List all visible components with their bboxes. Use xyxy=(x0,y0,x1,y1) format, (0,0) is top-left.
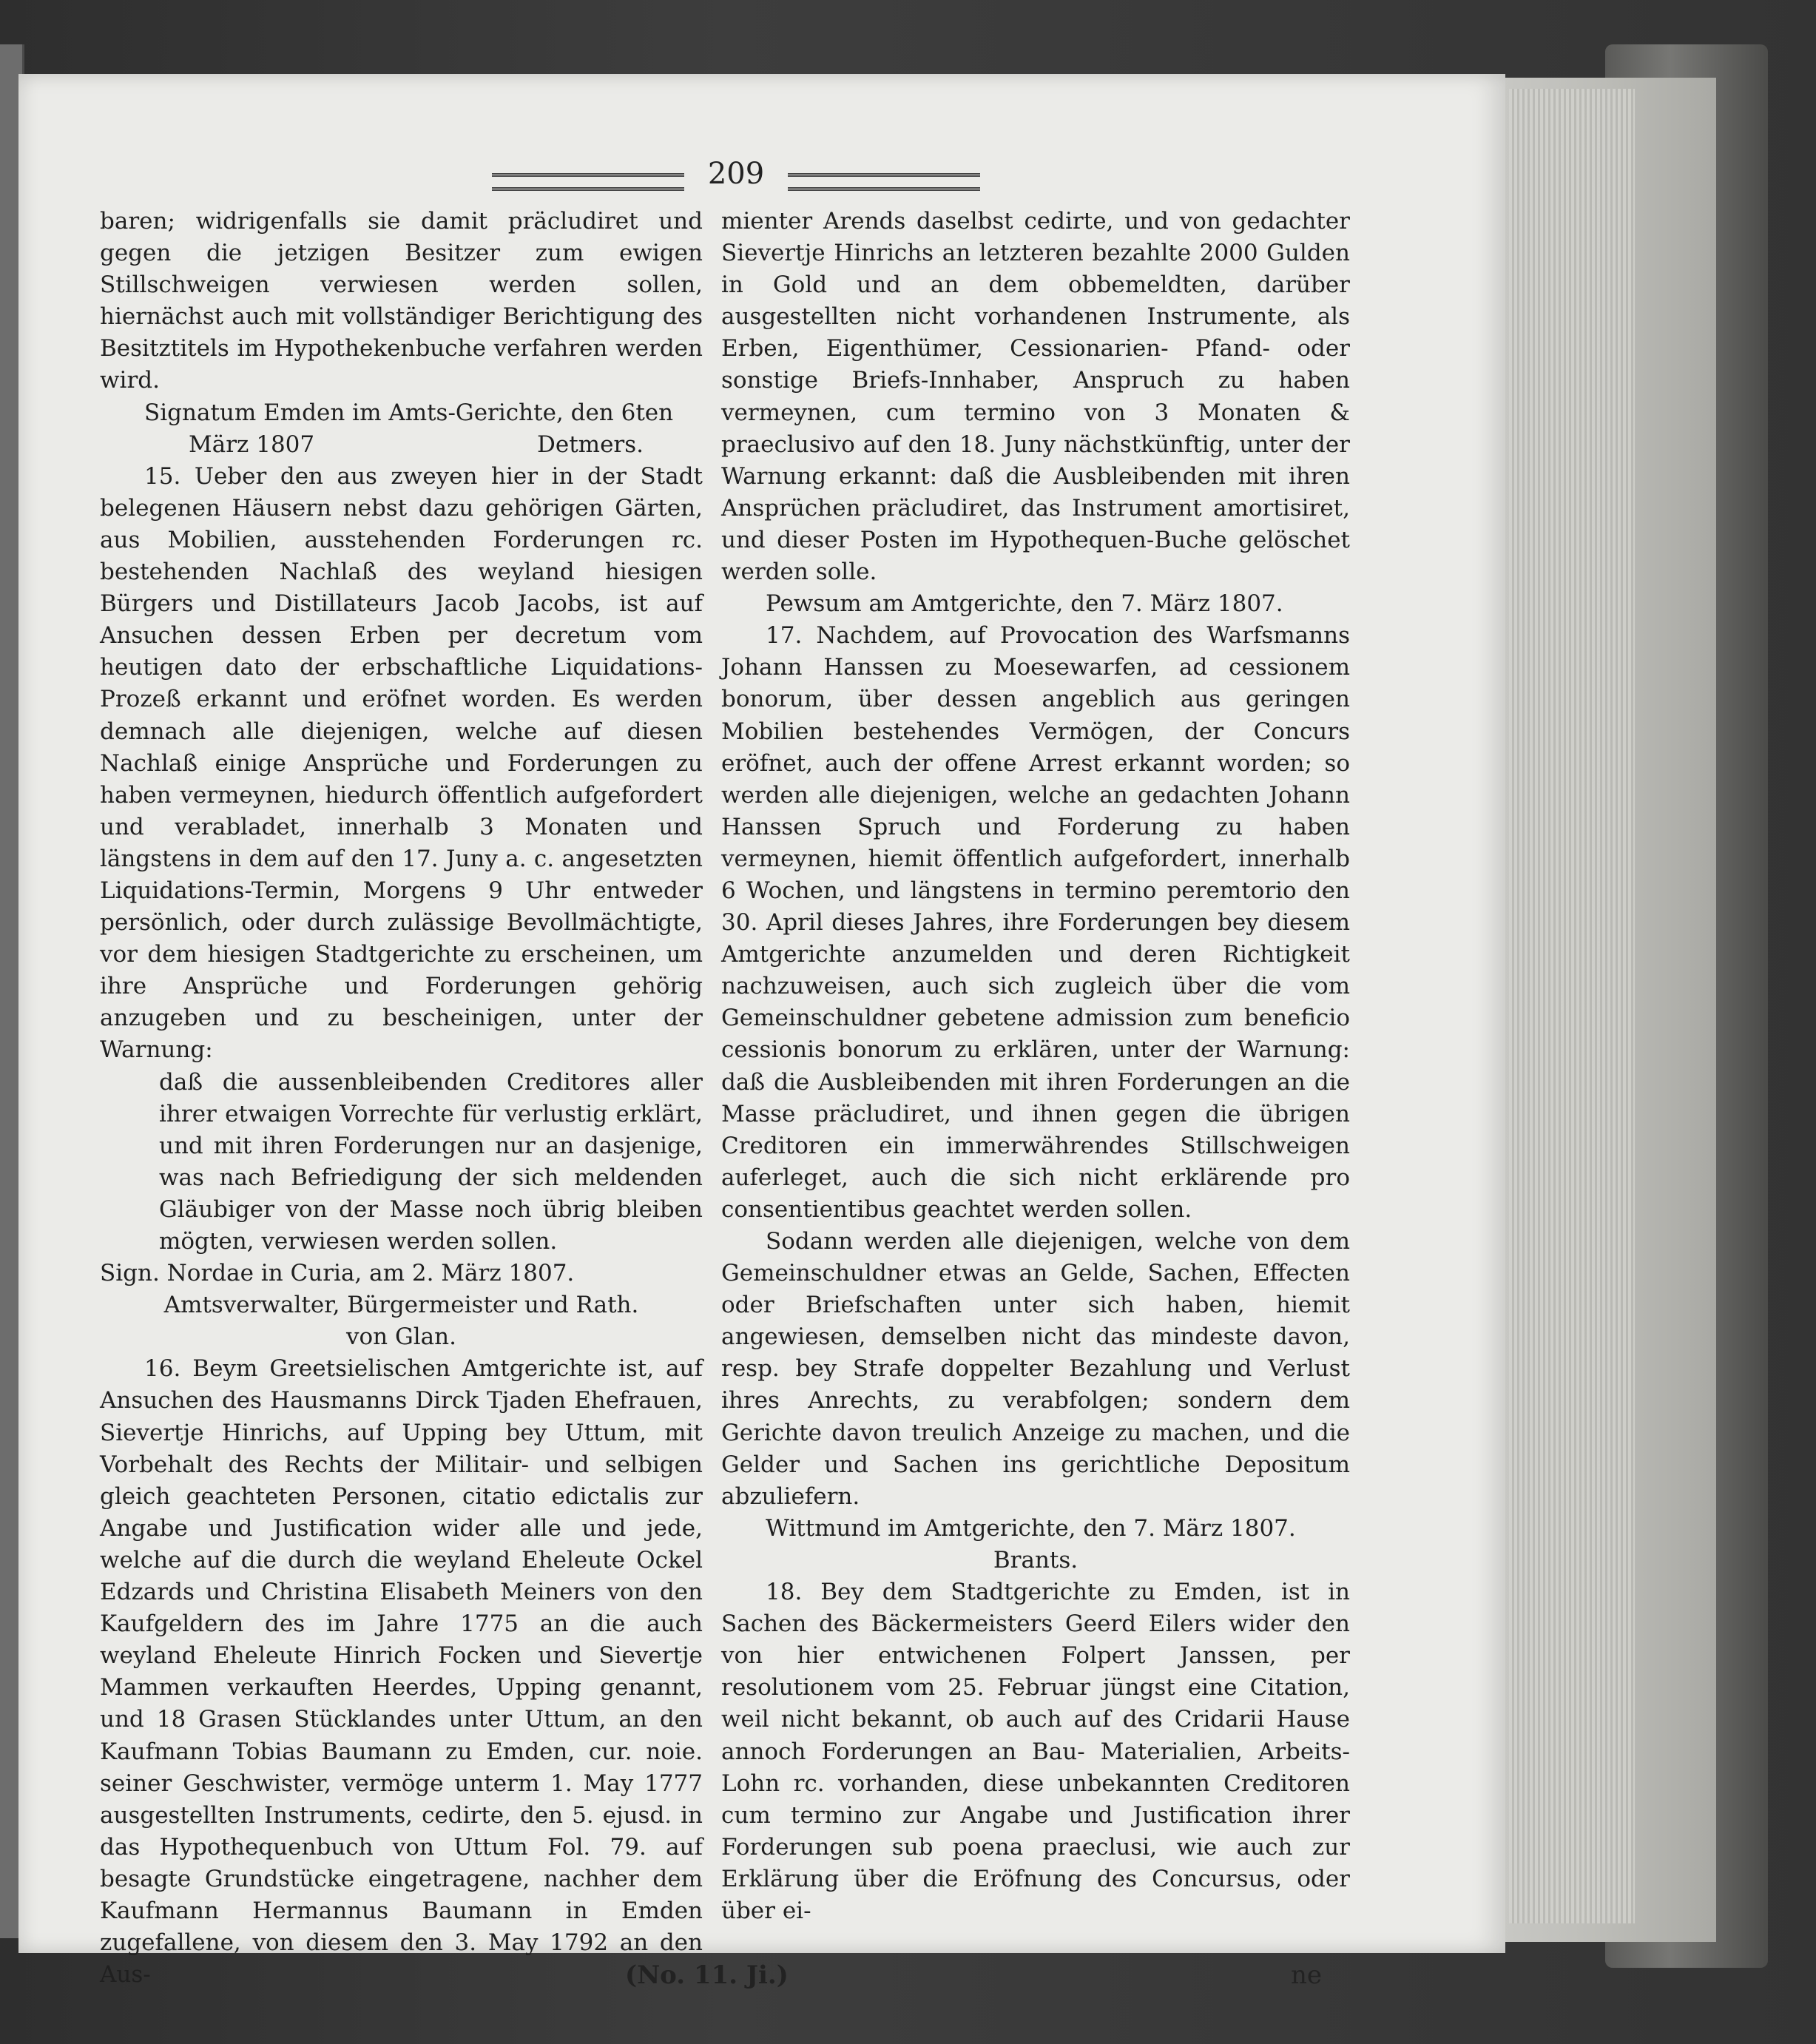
notice-15: 15. Ueber den aus zweyen hier in der Stadt belegenen Häusern nebst dazu gehörigen Gärten, aus Mobilien, ausstehenden Forderungen rc. bestehenden Nachlaß des weyland hiesigen Bürgers und Distillateurs Jacob Jacobs, ist auf Ansuchen dessen Erben per decretum vom heutigen dato der erbschaftliche Liquidations-Prozeß erkannt und eröfnet worden. Es werden demnach alle diejenigen, welche auf diesen Nachlaß einige Ansprüche und Forderungen zu haben vermeynen, hiedurch öffentlich aufgefordert und verabladet, innerhalb 3 Monaten und längstens in dem auf den 17. Juny a. c. angesetzten Liquidations-Termin, Morgens 9 Uhr entweder persönlich, oder durch zulässige Bevollmächtigte, vor dem hiesigen Stadtgerichte zu erscheinen, um ihre Ansprüche und Forderungen gehörig anzugeben und zu bescheinigen, unter der Warnung: xyxy=(100,462,703,1064)
page-number: 209 xyxy=(707,157,765,191)
page-edges-texture xyxy=(1509,89,1635,1923)
official-name: von Glan. xyxy=(346,1323,456,1351)
book-page xyxy=(18,74,1505,1990)
notice-16: 16. Beym Greetsielischen Amtgerichte ist, auf Ansuchen des Hausmanns Dirck Tjaden Ehefrauen, Sievertje Hinrichs, auf Upping bey Uttum, mit Vorbehalt des Rechts der Militair- und selbigen gleich geachteten Personen, citatio edictalis zur Angabe und Justification wider alle und jede, welche auf die durch die weyland Eheleute Ockel Edzards und Christina Elisabeth Meiners von den Kaufgeldern des im Jahre 1775 an die auch weyland Eheleute Hinrich Focken und Sievertje Mammen verkauften Heerdes, Upping genannt, und 18 Grasen Stücklandes unter Uttum, an den Kaufmann Tobias Baumann zu Emden, cur. noie. seiner Geschwister, vermöge unterm 1. May 1777 ausgestellten Instruments, cedirte, den 5. ejusd. in das Hypothequenbuch von Uttum Fol. 79. auf besagte Grundstücke eingetragene, nachher dem Kaufmann Hermannus Baumann in Emden zugefallene, von diesem den 3. May 1792 an den Aus- xyxy=(100,1355,703,1989)
signature-line: Sign. Nordae in Curia, am 2. März 1807. xyxy=(100,1260,575,1287)
paragraph: mienter Arends daselbst cedirte, und von gedachter Sievertje Hinrichs an letzteren bezahlte 2000 Gulden in Gold und an dem obbemeldten, darüber ausgestellten nicht vorhandenen Instrumente, als Erben, Eigenthümer, Cessionarien- Pfand- oder sonstige Briefs-Innhaber, Anspruch zu haben vermeynen, cum termino von 3 Monaten & praeclusivo auf den 18. Juny nächstkünftig, unter der Warnung erkannt: daß die Ausbleibenden mit ihren Ansprüchen präcludiret, das Instrument amortisiret, und dieser Posten im Hypothequen-Buche gelöschet werden solle. xyxy=(721,208,1350,586)
authority-line: Amtsverwalter, Bürgermeister und Rath. xyxy=(163,1292,639,1319)
date-signature-row xyxy=(100,429,703,461)
right-column xyxy=(721,206,1350,1927)
signature-mark: (No. 11. Ji.) xyxy=(625,1960,789,1990)
paragraph: baren; widrigenfalls sie damit präcludiret und gegen die jetzigen Besitzer zum ewigen Stillschweigen verwiesen werden sollen, hiernächst auch mit vollständiger Berichtigung des Besitztitels im Hypothekenbuche verfahren werden wird. xyxy=(100,208,703,394)
catchword: ne xyxy=(1291,1960,1323,1990)
signature-line: Signatum Emden im Amts-Gerichte, den 6ten xyxy=(144,399,674,426)
header-rule-right xyxy=(788,173,980,191)
official-name: Brants. xyxy=(993,1546,1079,1574)
warning-text: daß die aussenbleibenden Creditores aller ihrer etwaigen Vorrechte für verlustig erklärt, und mit ihren Forderungen nur an dasjenige, was nach Befriedigung der sich meldenden Gläubiger von der Masse noch übrig bleiben mögten, verwiesen werden sollen. xyxy=(159,1068,703,1255)
signature-line: Pewsum am Amtgerichte, den 7. März 1807. xyxy=(766,590,1283,618)
paragraph: Sodann werden alle diejenigen, welche von dem Gemeinschuldner etwas an Gelde, Sachen, Effecten oder Briefschaften unter sich haben, hiemit angewiesen, demselben nicht das mindeste davon, resp. bey Strafe doppelter Bezahlung und Verlust ihres Anrechts, zu verabfolgen; sondern dem Gerichte davon treulich Anzeige zu machen, und die Gelder und Sachen ins gerichtliche Depositum abzuliefern. xyxy=(721,1228,1350,1510)
notice-18: 18. Bey dem Stadtgerichte zu Emden, ist in Sachen des Bäckermeisters Geerd Eilers wider den von hier entwichenen Folpert Janssen, per resolutionem vom 25. Februar jüngst eine Citation, weil nicht bekannt, ob auch auf des Cridarii Hause annoch Forderungen an Bau- Materialien, Arbeits-Lohn rc. vorhanden, diese unbekannten Creditoren cum termino zur Angabe und Justification ihrer Forderungen sub poena praeclusi, wie auch zur Erklärung über die Eröfnung des Concursus, oder über ei- xyxy=(721,1579,1350,1924)
notice-17: 17. Nachdem, auf Provocation des Warfsmanns Johann Hanssen zu Moesewarfen, ad cessionem bonorum, über dessen angeblich aus geringen Mobilien bestehendes Vermögen, der Concurs eröfnet, auch der offene Arrest erkannt worden; so werden alle diejenigen, welche an gedachten Johann Hanssen Spruch und Forderung zu haben vermeynen, hiemit öffentlich aufgefordert, innerhalb 6 Wochen, und längstens in termino peremtorio den 30. April dieses Jahres, ihre Forderungen bey diesem Amtgerichte anzumelden und deren Richtigkeit nachzuweisen, auch sich zugleich über die vom Gemeinschuldner gebetene admission zum beneficio cessionis bonorum zu erklären, unter der Warnung: daß die Ausbleibenden mit ihren Forderungen an die Masse präcludiret, und ihnen gegen die übrigen Creditoren ein immerwährendes Stillschweigen auferleget, auch die sich nicht erklärende pro consentientibus geachtet werden sollen. xyxy=(721,622,1350,1223)
page-header xyxy=(492,157,980,201)
left-column xyxy=(100,206,703,1991)
official-name: Detmers. xyxy=(537,431,644,458)
date: März 1807 xyxy=(189,431,315,458)
signature-line: Wittmund im Amtgerichte, den 7. März 1807. xyxy=(766,1514,1296,1542)
